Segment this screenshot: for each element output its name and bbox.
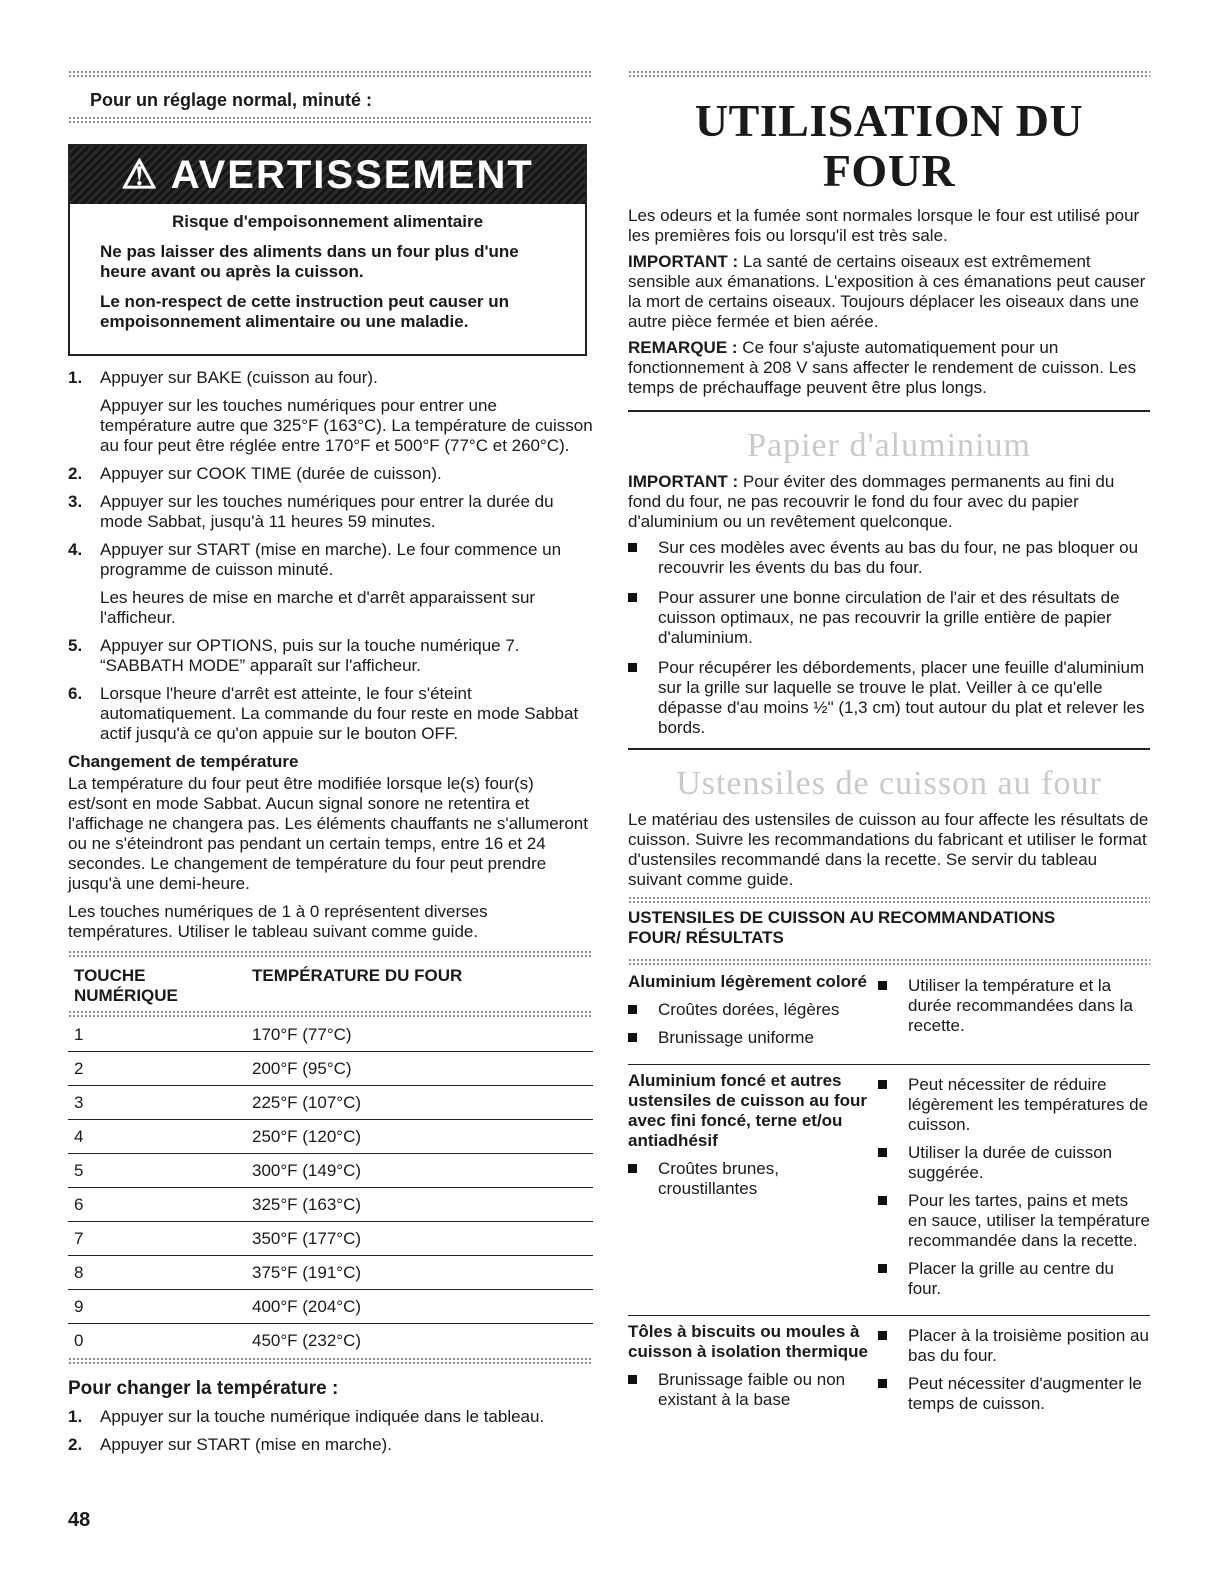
temperature-table <box>68 960 593 1357</box>
table-row <box>628 1065 1150 1316</box>
square-bullet-icon <box>628 593 637 602</box>
dotted-rule <box>628 70 1150 78</box>
results-list <box>628 1159 874 1199</box>
table-cell-key: 8 <box>68 1256 246 1290</box>
list-item-text: Peut nécessiter d'augmenter le temps de cuisson. <box>908 1374 1142 1413</box>
list-item-text: Utiliser la température et la durée recommandées dans la recette. <box>908 976 1133 1035</box>
step-extra: Appuyer sur les touches numériques pour entrer une température autre que 325°F (163°C). La température de cuisson au four peut être réglée entre 170°F et 500°F (77°C et 260°C). <box>100 396 593 455</box>
list-item <box>628 1370 874 1410</box>
table-cell-temp: 350°F (177°C) <box>246 1222 593 1256</box>
page-title: UTILISATION DU FOUR <box>694 95 1084 196</box>
list-item-text: Croûtes dorées, légères <box>658 1000 840 1019</box>
temp-change-heading: Changement de température <box>68 752 299 771</box>
table-cell-key: 0 <box>74 1330 84 1350</box>
foil-heading: Papier d'aluminium <box>747 427 1031 464</box>
warning-title: AVERTISSEMENT <box>170 153 534 197</box>
list-item <box>878 1191 1150 1251</box>
table-cell-temp: 225°F (107°C) <box>246 1086 593 1120</box>
important-text: La santé de certains oiseaux est extrêmement sensible aux émanations. L'exposition à ces émanations peut causer la mort de certains oiseaux. Toujours déplacer les oiseaux dans une autre pièce fermée et bien aérée. <box>628 252 1146 331</box>
list-item-text: Brunissage faible ou non existant à la base <box>658 1370 846 1409</box>
square-bullet-icon <box>628 1005 637 1014</box>
recommendations-cell <box>878 966 1150 1065</box>
table-header-temp: TEMPÉRATURE DU FOUR <box>252 966 463 985</box>
temp-change-paragraph: Les touches numériques de 1 à 0 représentent diverses températures. Utiliser le tableau suivant comme guide. <box>68 902 488 941</box>
table-cell-temp: 300°F (149°C) <box>246 1154 593 1188</box>
step-item <box>68 1407 593 1427</box>
section-divider <box>628 748 1150 750</box>
step-item <box>68 464 593 484</box>
recommendations-cell <box>878 1065 1150 1316</box>
step-text: Appuyer sur la touche numérique indiquée dans le tableau. <box>100 1407 545 1426</box>
recommendations-list <box>878 1075 1150 1299</box>
table-row <box>68 1256 593 1290</box>
square-bullet-icon <box>878 1379 887 1388</box>
dotted-rule <box>628 896 1150 904</box>
step-item <box>68 636 593 676</box>
recommendations-list <box>878 1326 1150 1414</box>
square-bullet-icon <box>878 981 887 990</box>
list-item-text: Croûtes brunes, croustillantes <box>658 1159 779 1198</box>
step-item <box>68 540 593 628</box>
list-item <box>628 1159 874 1199</box>
right-column <box>628 70 1150 1430</box>
table-row <box>68 1324 593 1358</box>
intro-paragraph: Les odeurs et la fumée sont normales lorsque le four est utilisé pour les premières fois ou lorsqu'il est très sale. <box>628 206 1140 245</box>
square-bullet-icon <box>878 1080 887 1089</box>
step-text: Appuyer sur COOK TIME (durée de cuisson). <box>100 464 442 483</box>
table-row <box>68 1290 593 1324</box>
foil-bullets <box>628 538 1150 738</box>
step-number: 4. <box>68 540 83 559</box>
dotted-rule <box>68 70 593 78</box>
warning-body <box>70 204 585 354</box>
remarque-text: Ce four s'ajuste automatiquement pour un fonctionnement à 208 V sans affecter le rendement de cuisson. Les temps de préchauffage peuvent être plus longs. <box>628 338 1137 397</box>
square-bullet-icon <box>628 1164 637 1173</box>
dotted-rule <box>68 1010 593 1018</box>
table-header-recommendations: RECOMMANDATIONS <box>878 908 1056 927</box>
list-item-text: Placer la grille au centre du four. <box>908 1259 1115 1298</box>
table-cell-key: 5 <box>68 1154 246 1188</box>
table-row <box>68 1018 593 1052</box>
square-bullet-icon <box>628 1033 637 1042</box>
list-item-text: Pour récupérer les débordements, placer une feuille d'aluminium sur la grille sur laquelle se trouve le plat. Veiller à ce qu'elle dépasse d'au moins ½" (1,3 cm) tout autour du plat et relever les bords. <box>658 658 1145 737</box>
temp-change-paragraph: La température du four peut être modifiée lorsque le(s) four(s) est/sont en mode Sabbat. Aucun signal sonore ne retentira et l'affichage ne changera pas. Les éléments chauffants ne s'allumeront ou ne s'éteindront pas pendant un certain temps, entre 16 et 24 secondes. Le changement de température du four peut prendre jusqu'à une demi-heure. <box>68 774 588 893</box>
list-item-text: Sur ces modèles avec évents au bas du four, ne pas bloquer ou recouvrir les évents du bas du four. <box>658 538 1139 577</box>
list-item <box>628 1000 874 1020</box>
list-item-text: Utiliser la durée de cuisson suggérée. <box>908 1143 1113 1182</box>
cookware-intro: Le matériau des ustensiles de cuisson au four affecte les résultats de cuisson. Suivre les recommandations du fabricant et utiliser le format d'ustensiles recommandé dans la recette. Se servir du tableau suivant comme guide. <box>628 810 1149 889</box>
list-item <box>878 976 1150 1036</box>
remarque-label: REMARQUE : <box>628 338 738 357</box>
table-cell-temp: 450°F (232°C) <box>252 1330 362 1350</box>
foil-important-paragraph <box>628 472 1150 532</box>
step-text: Appuyer sur les touches numériques pour entrer la durée du mode Sabbat, jusqu'à 11 heures 59 minutes. <box>100 492 554 531</box>
cookware-cell <box>628 1316 878 1431</box>
foil-important-text: Pour éviter des dommages permanents au fini du fond du four, ne pas recouvrir le fond du four avec du papier d'aluminium ou un revêtement quelconque. <box>628 472 1115 531</box>
step-number: 5. <box>68 636 83 655</box>
warning-consequence: Le non-respect de cette instruction peut causer un empoisonnement alimentaire ou une maladie. <box>100 292 510 331</box>
list-item <box>628 588 1150 648</box>
warning-triangle-icon: ⚠ <box>121 153 160 197</box>
table-header-cookware: USTENSILES DE CUISSON AU FOUR/ RÉSULTATS <box>628 908 874 947</box>
table-header-key: TOUCHE NUMÉRIQUE <box>74 966 178 1005</box>
cookware-cell <box>628 1065 878 1316</box>
change-temp-heading: Pour changer la température : <box>68 1378 339 1399</box>
table-cell-key: 2 <box>68 1052 246 1086</box>
change-steps-list <box>68 1407 593 1455</box>
table-cell-temp: 375°F (191°C) <box>246 1256 593 1290</box>
table-row <box>628 966 1150 1065</box>
cookware-name: Tôles à biscuits ou moules à cuisson à isolation thermique <box>628 1322 868 1361</box>
warning-banner <box>70 146 585 204</box>
important-label: IMPORTANT : <box>628 252 739 271</box>
step-item <box>68 684 593 744</box>
step-text: Appuyer sur BAKE (cuisson au four). <box>100 368 378 387</box>
list-item <box>878 1143 1150 1183</box>
cookware-name: Aluminium foncé et autres ustensiles de cuisson au four avec fini foncé, terne et/ou antiadhésif <box>628 1071 868 1150</box>
table-cell-temp: 400°F (204°C) <box>246 1290 593 1324</box>
step-item <box>68 492 593 532</box>
cookware-heading: Ustensiles de cuisson au four <box>676 765 1102 802</box>
square-bullet-icon <box>628 1375 637 1384</box>
cookware-name: Aluminium légèrement coloré <box>628 972 867 991</box>
list-item <box>878 1374 1150 1414</box>
warning-instruction: Ne pas laisser des aliments dans un four plus d'une heure avant ou après la cuisson. <box>100 242 519 281</box>
list-item <box>878 1075 1150 1135</box>
step-extra: Les heures de mise en marche et d'arrêt apparaissent sur l'afficheur. <box>100 588 536 627</box>
dotted-rule <box>68 116 593 124</box>
step-number: 6. <box>68 684 83 703</box>
list-item-text: Peut nécessiter de réduire légèrement les températures de cuisson. <box>908 1075 1149 1134</box>
results-list <box>628 1000 874 1048</box>
list-item <box>878 1326 1150 1366</box>
steps-list <box>68 368 593 744</box>
step-item <box>68 1435 593 1455</box>
table-cell-temp: 325°F (163°C) <box>246 1188 593 1222</box>
square-bullet-icon <box>878 1331 887 1340</box>
cookware-cell <box>628 966 878 1065</box>
table-cell-key: 1 <box>68 1018 246 1052</box>
step-number: 2. <box>68 464 83 483</box>
square-bullet-icon <box>878 1148 887 1157</box>
square-bullet-icon <box>878 1264 887 1273</box>
warning-risk: Risque d'empoisonnement alimentaire <box>171 212 484 231</box>
step-text: Lorsque l'heure d'arrêt est atteinte, le four s'éteint automatiquement. La commande du four reste en mode Sabbat actif jusqu'à ce qu'on appuie sur le bouton OFF. <box>100 684 579 743</box>
table-row <box>68 1052 593 1086</box>
table-cell-key: 3 <box>68 1086 246 1120</box>
dotted-rule <box>68 1357 593 1365</box>
section-heading: Pour un réglage normal, minuté : <box>90 90 373 110</box>
dotted-rule <box>68 950 593 958</box>
foil-important-label: IMPORTANT : <box>628 472 739 491</box>
table-cell-key: 4 <box>68 1120 246 1154</box>
table-cell-key: 9 <box>68 1290 246 1324</box>
table-row <box>628 1316 1150 1431</box>
step-number: 3. <box>68 492 83 511</box>
table-row <box>68 1154 593 1188</box>
list-item <box>628 1028 874 1048</box>
page-number: 48 <box>68 1509 91 1531</box>
step-text: Appuyer sur OPTIONS, puis sur la touche numérique 7. “SABBATH MODE” apparaît sur l'afficheur. <box>100 636 520 675</box>
list-item-text: Pour assurer une bonne circulation de l'air et des résultats de cuisson optimaux, ne pas recouvrir la grille entière de papier d'aluminium. <box>658 588 1120 647</box>
step-number: 2. <box>68 1435 83 1454</box>
table-cell-temp: 200°F (95°C) <box>246 1052 593 1086</box>
step-number: 1. <box>68 368 83 387</box>
square-bullet-icon <box>878 1196 887 1205</box>
table-row <box>68 1120 593 1154</box>
important-paragraph <box>628 252 1150 332</box>
list-item-text: Placer à la troisième position au bas du four. <box>908 1326 1149 1365</box>
cookware-table <box>628 904 1150 1430</box>
list-item-text: Brunissage uniforme <box>658 1028 814 1047</box>
step-text: Appuyer sur START (mise en marche). Le four commence un programme de cuisson minuté. <box>100 540 562 579</box>
list-item <box>628 658 1150 738</box>
remarque-paragraph <box>628 338 1150 398</box>
step-number: 1. <box>68 1407 83 1426</box>
table-cell-temp: 250°F (120°C) <box>246 1120 593 1154</box>
recommendations-cell <box>878 1316 1150 1431</box>
table-cell-temp: 170°F (77°C) <box>246 1018 593 1052</box>
list-item-text: Pour les tartes, pains et mets en sauce, utiliser la température recommandée dans la recette. <box>908 1191 1150 1250</box>
dotted-rule <box>628 958 1150 966</box>
step-text: Appuyer sur START (mise en marche). <box>100 1435 392 1454</box>
section-divider <box>628 410 1150 412</box>
left-column <box>68 70 593 1463</box>
square-bullet-icon <box>628 663 637 672</box>
square-bullet-icon <box>628 543 637 552</box>
list-item <box>878 1259 1150 1299</box>
warning-box <box>68 144 587 356</box>
table-cell-key: 7 <box>68 1222 246 1256</box>
table-row <box>68 1222 593 1256</box>
list-item <box>628 538 1150 578</box>
results-list <box>628 1370 874 1410</box>
table-row <box>68 1086 593 1120</box>
table-row <box>68 1188 593 1222</box>
step-item <box>68 368 593 456</box>
recommendations-list <box>878 976 1150 1036</box>
table-cell-key: 6 <box>68 1188 246 1222</box>
